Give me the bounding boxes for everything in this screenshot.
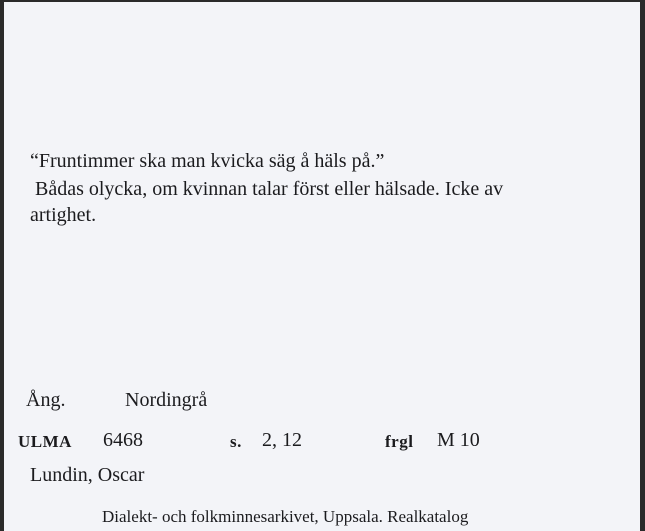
ang-label: Ång.: [26, 389, 66, 411]
body-line-1: Bådas olycka, om kvinnan talar först eller hälsade. Icke av: [35, 178, 504, 200]
archive-card: [4, 2, 640, 531]
frgl-value: M 10: [437, 429, 480, 451]
ulma-label: ULMA: [18, 432, 72, 451]
quote-text: “Fruntimmer ska man kvicka säg å häls på.”: [30, 150, 385, 172]
recorder-name: Lundin, Oscar: [30, 464, 145, 486]
s-value: 2, 12: [262, 429, 302, 451]
archive-footer: Dialekt- och folkminnesarkivet, Uppsala. Realkatalog: [102, 507, 469, 526]
body-line-2: artighet.: [30, 204, 97, 226]
s-label: s.: [230, 432, 242, 451]
ulma-value: 6468: [103, 429, 143, 451]
ang-value: Nordingrå: [125, 389, 208, 411]
frgl-label: frgl: [385, 432, 414, 451]
